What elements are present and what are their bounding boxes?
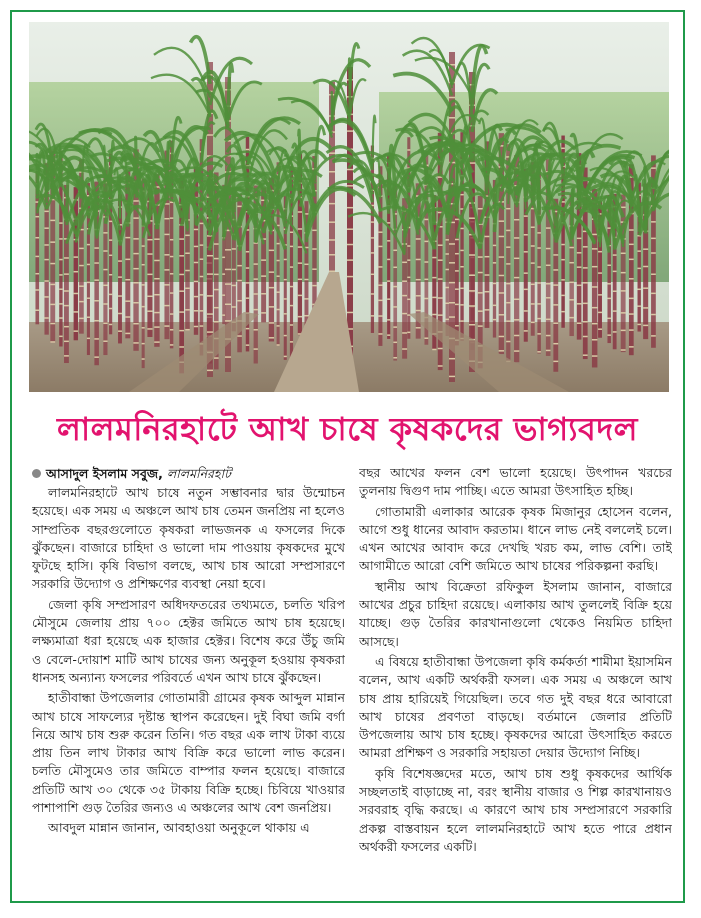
headline: লালমনিরহাটে আখ চাষে কৃষকদের ভাগ্যবদল (57, 410, 638, 448)
paragraph: জেলা কৃষি সম্প্রসারণ অধিদফতরের তথ্যমতে, চলতি খরিপ মৌসুমে জেলায় প্রায় ৭০০ হেক্টর জমিতে আখ চাষ হয়েছে। লক্ষ্যমাত্রা ধরা হয়েছে এক হাজার হেক্টর। বিশেষ করে উঁচু জমি ও বেলে-দোয়াশ মাটি আখ চাষের জন্য অনুকূল হওয়ায় কৃষকরা ধানসহ অন্যান্য ফসলের পরিবর্তে এখন আখ চাষে ঝুঁকছেন। (32, 596, 345, 685)
sugarcane-field-photo (29, 22, 669, 392)
paragraph: হাতীবান্ধা উপজেলার গোতামারী গ্রামের কৃষক আব্দুল মান্নান আখ চাষে সাফল্যের দৃষ্টান্ত স্থাপন করেছেন। দুই বিঘা জমি বর্গা নিয়ে আখ চাষ শুরু করেন তিনি। গত বছর এক লাখ টাকা ব্যয়ে প্রায় তিন লাখ টাকার আখ বিক্রি করে ভালো লাভ করেন। চলতি মৌসুমেও তার জমিতে বাম্পার ফলন হয়েছে। বাজারে প্রতিটি আখ ৩০ থেকে ৩৫ টাকায় বিক্রি হচ্ছে। চিবিয়ে খাওয়ার পাশাপাশি গুড় তৈরির জন্যও এ অঞ্চলের আখ বেশ জনপ্রিয়। (32, 690, 345, 816)
byline-place: লালমনিরহাট (166, 466, 231, 481)
paragraph: গোতামারী এলাকার আরেক কৃষক মিজানুর হোসেন বলেন, আগে শুধু ধানের আবাদ করতাম। ধানে লাভ নেই বললেই চলে। এখন আখের আবাদ করে দেখছি খরচ কম, লাভ বেশি। তাই আগামীতে আরো বেশি জমিতে আখ চাষের পরিকল্পনা করছি। (359, 503, 672, 574)
bullet-icon (32, 469, 41, 478)
paragraph: আবদুল মান্নান জানান, আবহাওয়া অনুকূলে থাকায় এ (48, 820, 310, 836)
byline (32, 464, 345, 483)
paragraph: লালমনিরহাটে আখ চাষে নতুন সম্ভাবনার দ্বার উন্মোচন হয়েছে। এক সময় এ অঞ্চলে আখ চাষ তেমন জনপ্রিয় না হলেও সাম্প্রতিক বছরগুলোতে কৃষকরা লাভজনক এ ফসলের দিকে ঝুঁকছেন। বাজারে চাহিদা ও ভালো দাম পাওয়ায় কৃষকদের মুখে ফুটছে হাসি। কৃষি বিভাগ বলছে, আখ চাষ আরো সম্প্রসারণে সরকারি উদ্যোগ ও প্রশিক্ষণের ব্যবস্থা নেয়া হবে। (32, 485, 345, 592)
byline-author: আসাদুল ইসলাম সবুজ, (46, 466, 163, 481)
paragraph: এ বিষয়ে হাতীবান্ধা উপজেলা কৃষি কর্মকর্তা শামীমা ইয়াসমিন বলেন, আখ একটি অর্থকরী ফসল। এক সময় এ অঞ্চলে আখ চাষ প্রায় হারিয়েই গিয়েছিল। তবে গত দুই বছর ধরে আবারো আখ চাষের প্রবণতা বাড়ছে। বর্তমানে জেলার প্রতিটি উপজেলায় আখ চাষ হচ্ছে। কৃষকদের আরো উৎসাহিত করতে আমরা প্রশিক্ষণ ও সরকারি সহায়তা দেয়ার উদ্যোগ নিচ্ছি। (359, 653, 672, 761)
article-body (32, 464, 672, 896)
column-left (32, 464, 345, 896)
paragraph: স্থানীয় আখ বিক্রেতা রফিকুল ইসলাম জানান, বাজারে আখের প্রচুর চাহিদা রয়েছে। এলাকায় আখ তুললেই বিক্রি হয়ে যাচ্ছে। গুড় তৈরির কারখানাগুলো থেকেও নিয়মিত চাহিদা আসছে। (359, 578, 672, 649)
paragraph: বছর আখের ফলন বেশ ভালো হয়েছে। উৎপাদন খরচের তুলনায় দ্বিগুণ দাম পাচ্ছি। এতে আমরা উৎসাহিত হচ্ছি। (359, 465, 672, 499)
column-right (359, 464, 672, 896)
article-frame (10, 10, 685, 903)
paragraph: কৃষি বিশেষজ্ঞদের মতে, আখ চাষ শুধু কৃষকদের আর্থিক সচ্ছলতাই বাড়াচ্ছে না, বরং স্থানীয় বাজার ও শিল্প কারখানায়ও সরবরাহ বৃদ্ধি করছে। এ কারণে আখ চাষ সম্প্রসারণে সরকারি প্রকল্প বাস্তবায়ন হলে লালমনিরহাটে আখ হতে পারে প্রধান অর্থকরী ফসলের একটি। (359, 765, 672, 854)
